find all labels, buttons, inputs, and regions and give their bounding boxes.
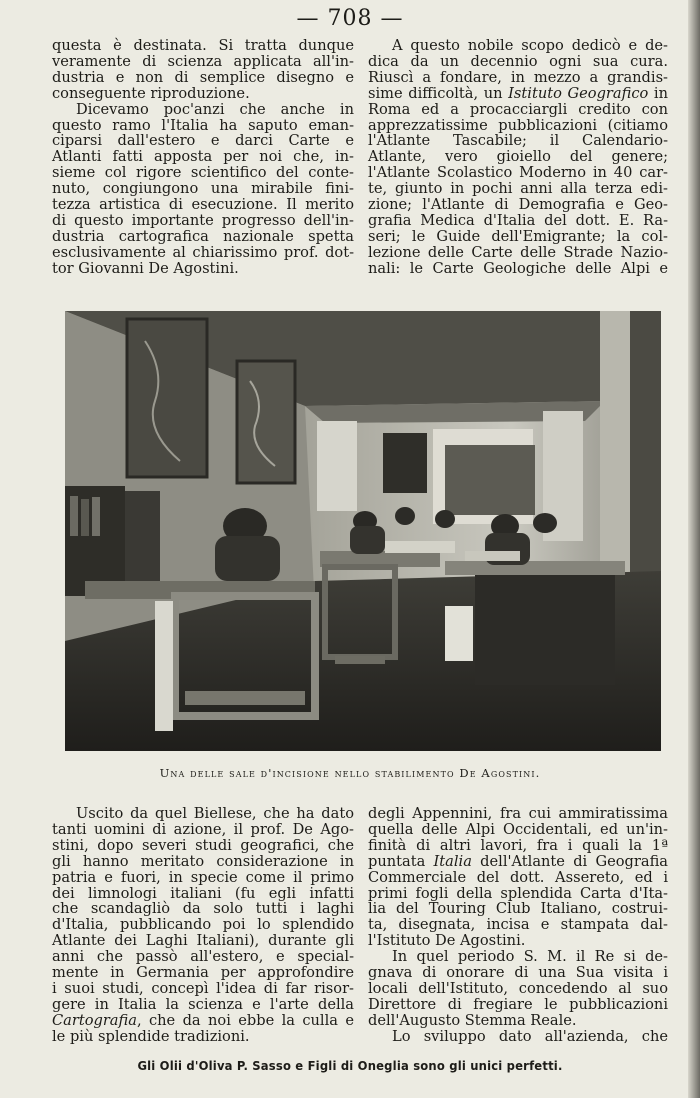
text-line: degli Appennini, fra cui ammiratissima bbox=[368, 805, 668, 822]
engraving-room-photo bbox=[65, 311, 661, 751]
text-line: anni che passò all'estero, e special- bbox=[52, 948, 354, 966]
text-line: l'Atlante Scolastico Moderno in 40 car- bbox=[368, 164, 668, 182]
text-line: tezza artistica di esecuzione. Il merito bbox=[52, 196, 354, 214]
page-number: — 708 — bbox=[296, 6, 404, 31]
text-line: Roma ed a procacciargli credito con bbox=[368, 100, 668, 118]
text-line: di questo importante progresso dell'in- bbox=[52, 211, 354, 229]
text-line: A questo nobile scopo dedicò e de- bbox=[392, 37, 668, 54]
text-line: ta, disegnata, incisa e stampata dal- bbox=[368, 916, 668, 934]
text-line: questa è destinata. Si tratta dunque bbox=[52, 37, 354, 54]
right-column-top bbox=[368, 38, 668, 277]
footer-advertisement: Gli Olii d'Oliva P. Sasso e Figli di Oneglia sono gli unici perfetti. bbox=[137, 1058, 563, 1073]
text-line: questo ramo l'Italia ha saputo eman- bbox=[52, 116, 354, 134]
text-line: seri; le Guide dell'Emigrante; la col- bbox=[368, 227, 668, 245]
text-line: i suoi studi, concepì l'idea di far risor- bbox=[52, 979, 354, 997]
text-run: puntata bbox=[368, 852, 434, 870]
text-line: Atlante dei Laghi Italiani), durante gli bbox=[52, 932, 354, 950]
left-column-top bbox=[52, 38, 354, 277]
text-line: Uscito da quel Biellese, che ha dato bbox=[76, 805, 354, 822]
text-line: Direttore di fregiare le pubblicazioni bbox=[368, 995, 668, 1013]
text-line: dei limnologi italiani (fu egli infatti bbox=[52, 884, 354, 902]
text-line: le più splendide tradizioni. bbox=[52, 1027, 250, 1045]
text-line: ciparsi dall'estero e darci Carte e bbox=[52, 132, 354, 150]
text-line: conseguente riproduzione. bbox=[52, 84, 250, 102]
text-line bbox=[52, 1013, 354, 1029]
cartografia-word: Cartografia bbox=[52, 1011, 137, 1029]
text-line: grafia Medica d'Italia del dott. E. Ra- bbox=[368, 211, 668, 229]
text-line: stini, dopo severi studi geografici, che bbox=[52, 836, 354, 854]
text-line: Commerciale del dott. Assereto, ed i bbox=[368, 868, 668, 886]
text-line: l'Atlante Tascabile; il Calendario- bbox=[368, 132, 668, 150]
text-line: esclusivamente al chiarissimo prof. dot- bbox=[52, 243, 354, 261]
text-line bbox=[368, 86, 668, 102]
text-line: te, giunto in pochi anni alla terza edi- bbox=[368, 180, 668, 198]
institute-name: Istituto Geografico bbox=[508, 84, 649, 102]
text-line: l'Istituto De Agostini. bbox=[368, 932, 526, 950]
text-line: primi fogli della splendida Carta d'Ita- bbox=[368, 884, 668, 902]
text-line: patria e fuori, in specie come il primo bbox=[52, 868, 354, 886]
text-run: dell'Atlante di Geografia bbox=[471, 852, 668, 870]
text-line: dustria e non di semplice disegno e bbox=[52, 68, 354, 86]
text-run: , che da noi ebbe la culla e bbox=[136, 1011, 354, 1029]
text-run: sime difficoltà, un bbox=[368, 84, 509, 102]
text-line: finità di altri lavori, fra i quali la 1ª bbox=[368, 836, 668, 854]
text-line: dica da un decennio ogni sua cura. bbox=[368, 52, 668, 70]
text-line: In quel periodo S. M. il Re si de- bbox=[392, 948, 668, 966]
right-column-bottom bbox=[368, 806, 668, 1045]
text-line: Dicevamo poc'anzi che anche in bbox=[76, 100, 354, 118]
left-column-bottom bbox=[52, 806, 354, 1045]
text-line: nuto, congiungono una mirabile fini- bbox=[52, 180, 354, 198]
text-run: in bbox=[648, 84, 668, 102]
italia-title: Italia bbox=[433, 852, 472, 870]
text-line: apprezzatissime pubblicazioni (citiamo bbox=[368, 116, 668, 134]
text-line bbox=[368, 854, 668, 870]
text-line: lezione delle Carte delle Strade Nazio- bbox=[368, 243, 668, 261]
text-line: sieme col rigore scientifico del conte- bbox=[52, 164, 354, 182]
text-line: gli hanno meritato considerazione in bbox=[52, 852, 354, 870]
text-line: Atlante, vero gioiello del genere; bbox=[368, 148, 668, 166]
text-line: gnava di onorare di una Sua visita i bbox=[368, 964, 668, 982]
photo-caption: Una delle sale d'incisione nello stabilimento De Agostini. bbox=[159, 766, 541, 780]
text-line: lia del Touring Club Italiano, costrui- bbox=[368, 900, 668, 918]
text-line: Lo sviluppo dato all'azienda, che bbox=[392, 1027, 668, 1045]
text-line: che scandagliò da solo tutti i laghi bbox=[52, 900, 354, 918]
text-line: tanti uomini di azione, il prof. De Ago- bbox=[52, 820, 354, 838]
text-line: tor Giovanni De Agostini. bbox=[52, 259, 239, 277]
page-edge-shadow bbox=[688, 0, 700, 1098]
text-line: d'Italia, pubblicando poi lo splendido bbox=[52, 916, 354, 934]
text-line: Atlanti fatti apposta per noi che, in- bbox=[52, 148, 354, 166]
text-line: dustria cartografica nazionale spetta bbox=[52, 227, 354, 245]
text-line: quella delle Alpi Occidentali, ed un'in- bbox=[368, 820, 668, 838]
text-line: mente in Germania per approfondire bbox=[52, 964, 354, 982]
text-line: gere in Italia la scienza e l'arte della bbox=[52, 995, 354, 1013]
text-line: nali: le Carte Geologiche delle Alpi e bbox=[368, 259, 668, 277]
text-line: veramente di scienza applicata all'in- bbox=[52, 52, 354, 70]
text-line: dell'Augusto Stemma Reale. bbox=[368, 1011, 577, 1029]
text-line: Riuscì a fondare, in mezzo a grandis- bbox=[368, 68, 668, 86]
text-line: zione; l'Atlante di Demografia e Geo- bbox=[368, 196, 668, 214]
text-line: locali dell'Istituto, concedendo al suo bbox=[368, 979, 668, 997]
